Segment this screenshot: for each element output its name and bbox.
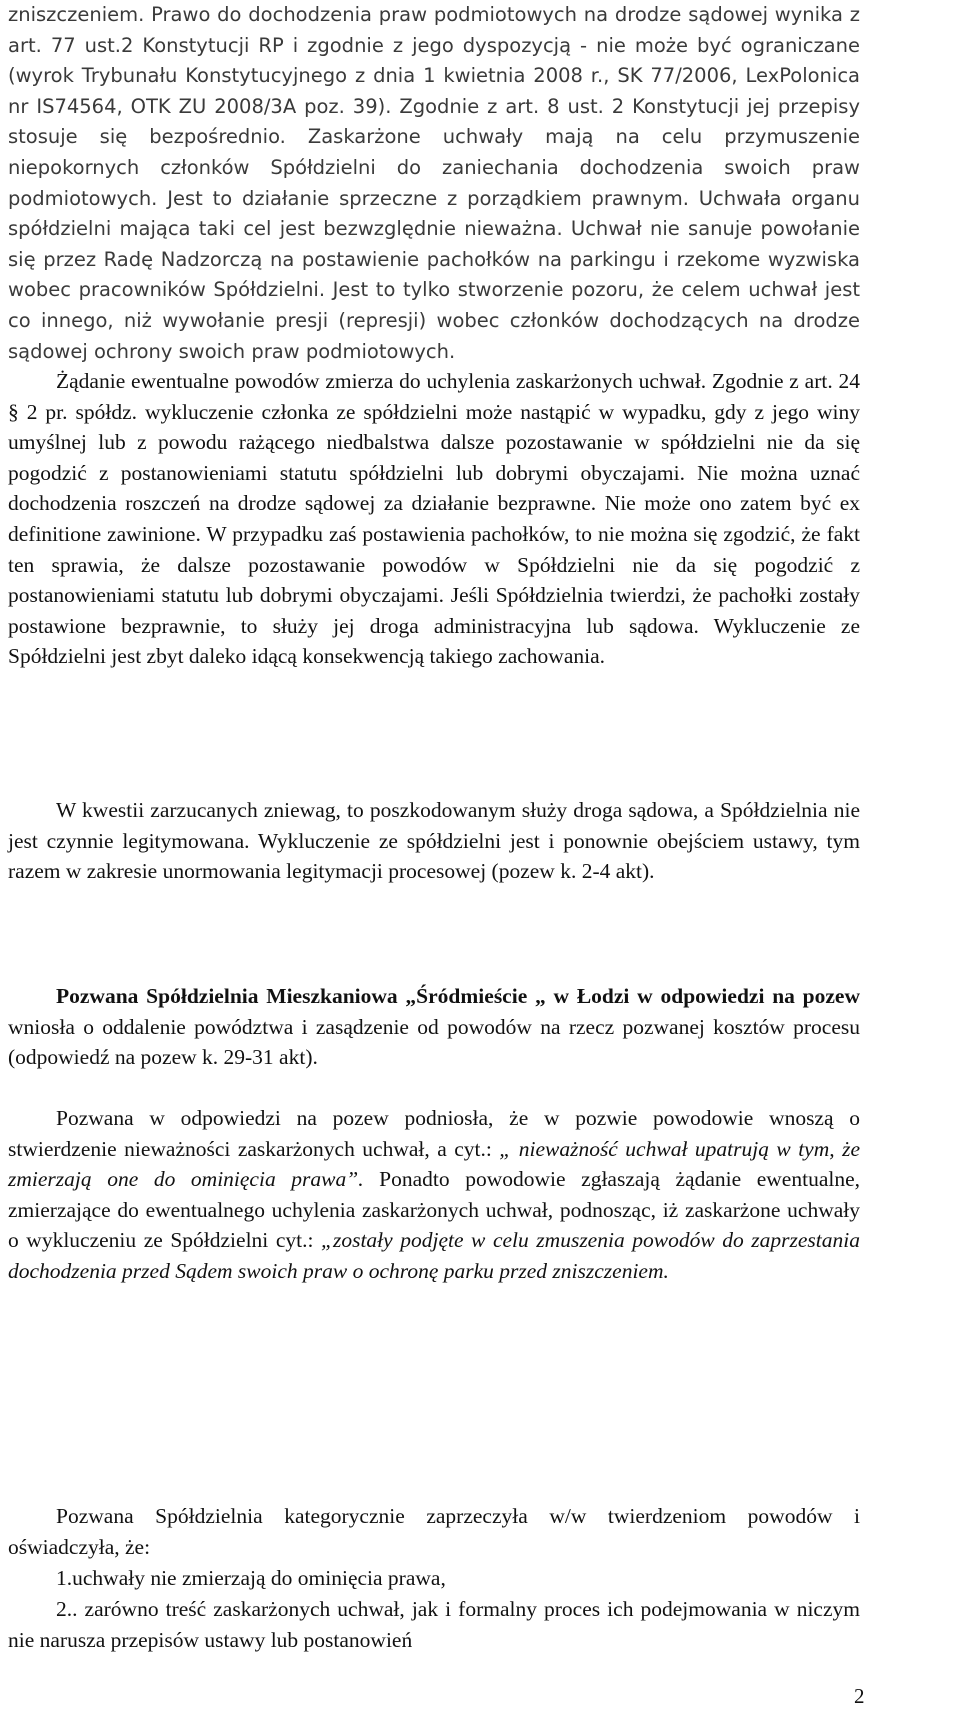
response-text: wniosła o oddalenie powództwa i zasądzenie od powodów na rzecz pozwanej kosztów procesu (odpowiedź na pozew k. 29-31 akt). (8, 1014, 860, 1070)
defendant-name-bold: Pozwana Spółdzielnia Mieszkaniowa „Śródmieście „ w Łodzi w odpowiedzi na pozew (56, 984, 860, 1008)
argument-text-1: Pozwana w odpowiedzi na pozew podniosła, że w pozwie powodowie wnoszą o stwierdzenie nieważności zaskarżonych uchwał, a cyt.: (8, 1106, 860, 1161)
page-number: 2 (854, 1684, 865, 1708)
paragraph-denial: Pozwana Spółdzielnia kategorycznie zaprzeczyła w/w twierdzeniom powodów i oświadczyła, że: (8, 1504, 860, 1559)
paragraph-insults: W kwestii zarzucanych zniewag, to poszkodowanym służy droga sądowa, a Spółdzielnia nie jest czynnie legitymowana. Wykluczenie ze spółdzielni jest i ponownie obejściem ustawy, tym razem w zakresie unormowania legitymacji procesowej (pozew k. 2-4 akt). (8, 798, 860, 884)
paragraph-defendant-response (8, 981, 860, 1073)
list-item-2: 2.. zarówno treść zaskarżonych uchwał, jak i formalny proces ich podejmowania w niczym nie narusza przepisów ustawy lub postanowień (8, 1597, 860, 1652)
argument-text-2: Ponadto powodowie zgłaszają żądanie ewentualne, zmierzające do ewentualnego uchylenia zaskarżonych uchwał, podnosząc, iż zaskarżone uchwały o wykluczeniu ze Spółdzielni cyt.: (8, 1167, 861, 1253)
paragraph-alternative-claim: Żądanie ewentualne powodów zmierza do uchylenia zaskarżonych uchwał. Zgodnie z art. 24 § 2 pr. spółdz. wykluczenie członka ze spółdzielni może nastąpić w wypadku, gdy z jego winy umyślnej lub z powodu rażącego niedbalstwa dalsze pozostawanie w spółdzielni nie da się pogodzić z postanowieniami statutu spółdzielni lub dobrymi obyczajami. Nie można uznać dochodzenia roszczeń na drodze sądowej za działanie bezprawne. Nie może ono zatem być ex definitione zawinione. W przypadku zaś postawienia pachołków, to nie można się zgodzić, że fakt ten sprawia, że dalsze pozostawanie powodów w Spółdzielni nie da się pogodzić z postanowieniami statutu lub dobrymi obyczajami. Jeśli Spółdzielnia twierdzi, że pachołki zostały postawione bezprawnie, to służy jej droga administracyjna lub sądowa. Wykluczenie ze Spółdzielni jest zbyt daleko idącą konsekwencją takiego zachowania. (8, 369, 860, 669)
paragraph-constitution: zniszczeniem. Prawo do dochodzenia praw podmiotowych na drodze sądowej wynika z art. 77 ust.2 Konstytucji RP i zgodnie z jego dyspozycją - nie może być ograniczane (wyrok Trybunału Konstytucyjnego z dnia 1 kwietnia 2008 r., SK 77/2006, LexPolonica nr IS74564, OTK ZU 2008/3A poz. 39). Zgodnie z art. 8 ust. 2 Konstytucji jej przepisy stosuje się bezpośrednio. Zaskarżone uchwały mają na celu przymuszenie niepokornych członków Spółdzielni do zaniechania dochodzenia swoich praw podmiotowych. Jest to działanie sprzeczne z porządkiem prawnym. Uchwała organu spółdzielni mająca taki cel jest bezwzględnie nieważna. Uchwał nie sanuje powołanie się przez Radę Nadzorczą na postawienie pachołków na parkingu i rzekome wyzwiska wobec pracowników Spółdzielni. Jest to tylko stworzenie pozoru, że celem uchwał jest co innego, niż wywołanie presji (represji) wobec członków dochodzących na drodze sądowej ochrony swoich praw podmiotowych. (8, 3, 860, 363)
quote-1: „ nieważność uchwał upatrują w tym, że zmierzają one do ominięcia prawa”. (8, 1136, 860, 1192)
quote-2: „zostały podjęte w celu zmuszenia powodów do zaprzestania dochodzenia przed Sądem swoich praw o ochronę parku przed zniszczeniem. (8, 1228, 860, 1283)
list-item-1: 1.uchwały nie zmierzają do ominięcia prawa, (56, 1566, 446, 1590)
paragraph-defendant-argument (8, 1103, 860, 1287)
